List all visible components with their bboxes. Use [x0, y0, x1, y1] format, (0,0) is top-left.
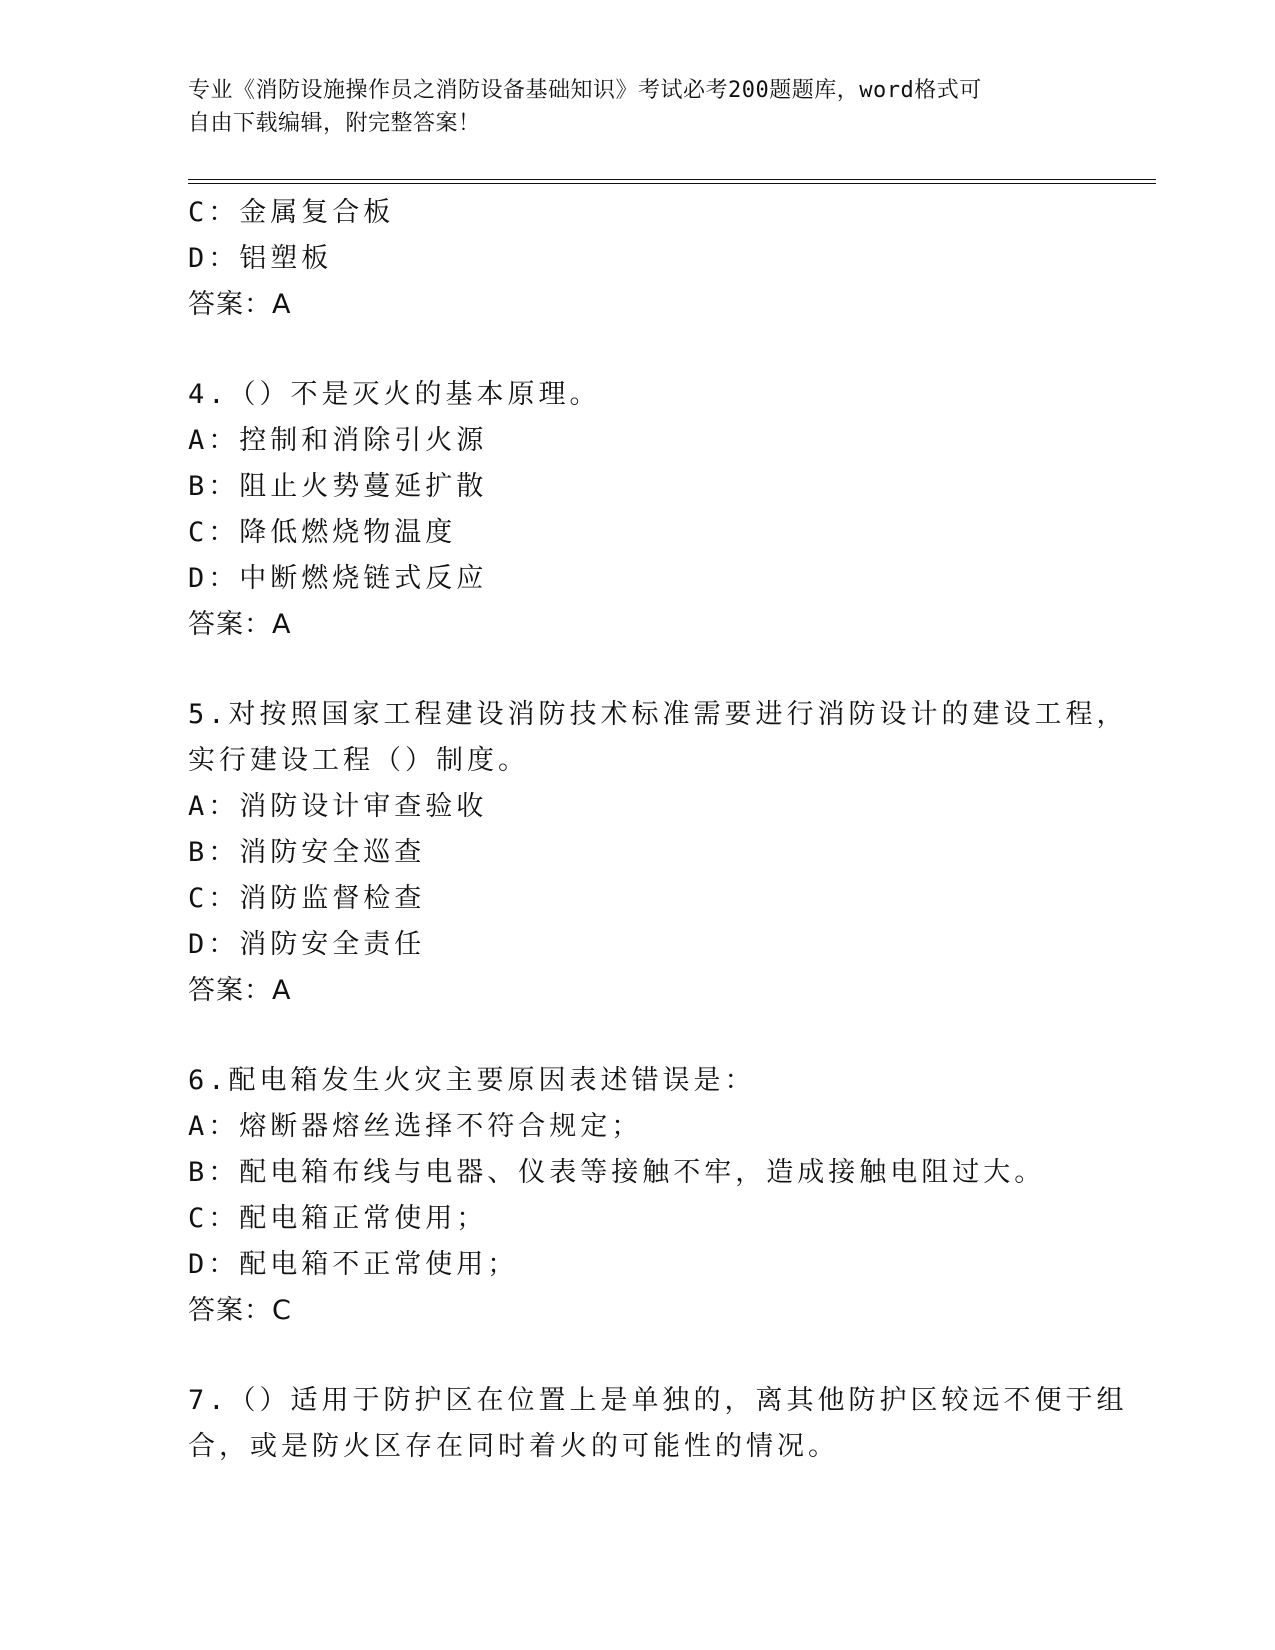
- question-text: 6.配电箱发生火灾主要原因表述错误是：: [188, 1065, 756, 1096]
- question-text: 4.（）不是灭火的基本原理。: [188, 379, 601, 410]
- question-4: [188, 372, 1088, 648]
- option-d: D：铝塑板: [188, 243, 333, 274]
- question-5: [188, 692, 1128, 1014]
- question-text: 5.对按照国家工程建设消防技术标准需要进行消防设计的建设工程，: [188, 699, 1128, 730]
- spacer: [188, 328, 1088, 372]
- option-a: A：控制和消除引火源: [188, 425, 488, 456]
- spacer: [188, 648, 1088, 692]
- spacer: [188, 1014, 1088, 1058]
- spacer: [188, 1334, 1088, 1378]
- option-b: B：配电箱布线与电器、仪表等接触不牢，造成接触电阻过大。: [188, 1157, 1046, 1188]
- option-b: B：阻止火势蔓延扩散: [188, 471, 488, 502]
- option-d: D：消防安全责任: [188, 929, 426, 960]
- answer: 答案：A: [188, 975, 292, 1006]
- header-divider: [188, 179, 1156, 184]
- question-text-continued: 合，或是防火区存在同时着火的可能性的情况。: [188, 1431, 839, 1462]
- option-d: D：配电箱不正常使用；: [188, 1249, 519, 1280]
- option-c: C：消防监督检查: [188, 883, 426, 914]
- document-header: [188, 74, 1088, 140]
- option-c: C：金属复合板: [188, 197, 395, 228]
- question-6: [188, 1058, 1088, 1334]
- option-a: A：消防设计审查验收: [188, 791, 488, 822]
- option-c: C：配电箱正常使用；: [188, 1203, 488, 1234]
- option-d: D：中断燃烧链式反应: [188, 563, 488, 594]
- question-3-continuation: [188, 190, 1088, 328]
- header-line-1: 专业《消防设施操作员之消防设备基础知识》考试必考200题题库，word格式可: [188, 78, 982, 103]
- option-c: C：降低燃烧物温度: [188, 517, 457, 548]
- question-list: [188, 190, 1128, 1470]
- question-text-continued: 实行建设工程（）制度。: [188, 745, 529, 776]
- question-text: 7.（）适用于防护区在位置上是单独的，离其他防护区较远不便于组: [188, 1385, 1128, 1416]
- option-a: A：熔断器熔丝选择不符合规定；: [188, 1111, 643, 1142]
- answer: 答案：A: [188, 289, 292, 320]
- answer: 答案：A: [188, 609, 292, 640]
- header-line-2: 自由下载编辑，附完整答案！: [188, 111, 481, 136]
- option-b: B：消防安全巡查: [188, 837, 426, 868]
- answer: 答案：C: [188, 1295, 292, 1326]
- question-7: [188, 1378, 1128, 1470]
